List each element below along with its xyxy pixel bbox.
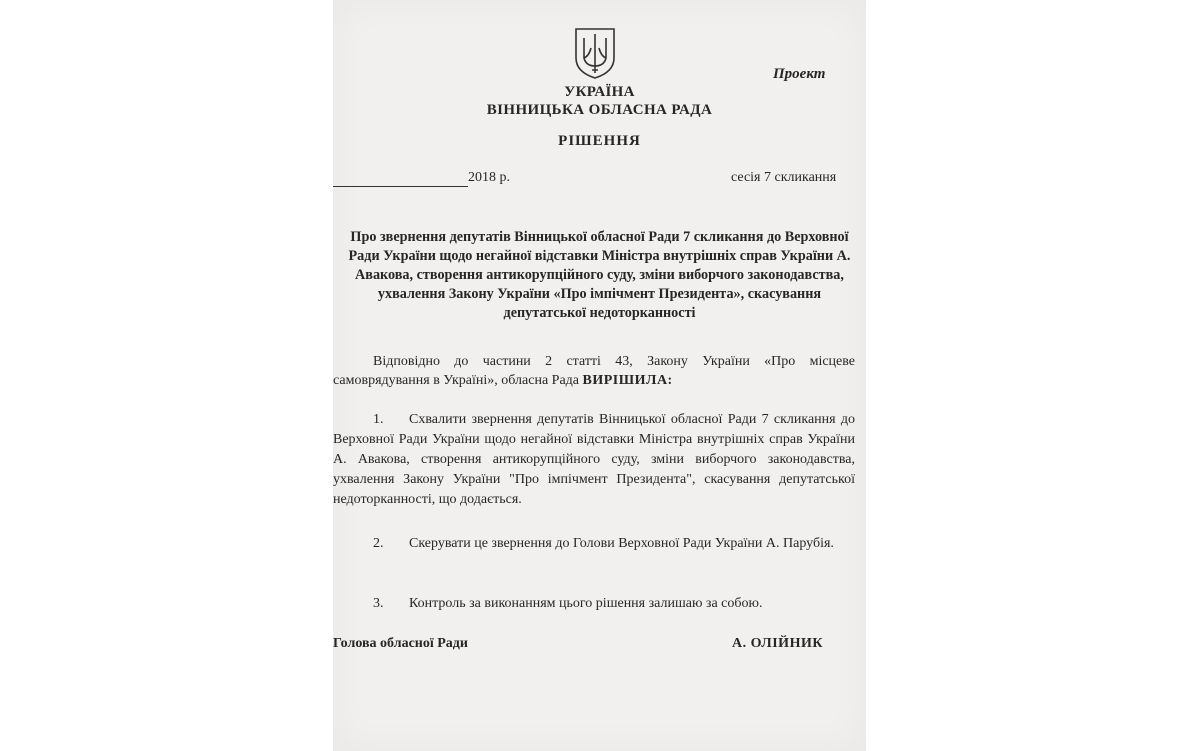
- item-number: 2.: [373, 536, 384, 551]
- list-item: [333, 410, 855, 510]
- document-page: [333, 0, 866, 751]
- draft-label: Проект: [773, 66, 826, 82]
- document-type-heading: РІШЕННЯ: [558, 133, 641, 149]
- signature-name: А. ОЛІЙНИК: [732, 636, 824, 651]
- item-text: Схвалити звернення депутатів Вінницької обласної Ради 7 скликання до Верховної Ради України щодо негайної відставки Міністра внутрішніх справ України А. Авакова, створення антикорупційного суду, зміни виборчого законодавства, ухвалення Закону України "Про імпічмент Президента", скасування депутатської недоторканності, що додається.: [333, 412, 855, 507]
- list-item: [333, 534, 855, 554]
- trident-coat-of-arms-icon: [572, 26, 618, 80]
- date-blank-line: [333, 172, 468, 187]
- item-number: 3.: [373, 596, 384, 611]
- signature-position: Голова обласної Ради: [333, 636, 468, 651]
- council-heading: ВІННИЦЬКА ОБЛАСНА РАДА: [486, 102, 713, 118]
- date-year: 2018 р.: [468, 170, 510, 185]
- intro-paragraph: [333, 352, 855, 390]
- document-title: Про звернення депутатів Вінницької обласної Ради 7 скликання до Верховної Ради України щодо негайної відставки Міністра внутрішніх справ України А. Авакова, створення антикорупційного суду, зміни виборчого законодавства, ухвалення Закону України «Про імпічмент Президента», скасування депутатської недоторканності: [348, 229, 851, 321]
- intro-text: Відповідно до частини 2 статті 43, Закону України «Про місцеве самоврядування в Україні», обласна Рада: [333, 354, 855, 388]
- session-label: сесія 7 скликання: [731, 170, 837, 185]
- item-text: Скерувати це звернення до Голови Верховної Ради України А. Парубія.: [409, 536, 834, 551]
- decided-label: ВИРІШИЛА:: [582, 373, 673, 388]
- item-number: 1.: [373, 412, 384, 427]
- country-heading: УКРАЇНА: [564, 84, 635, 100]
- list-item: [333, 594, 855, 614]
- item-text: Контроль за виконанням цього рішення залишаю за собою.: [409, 596, 763, 611]
